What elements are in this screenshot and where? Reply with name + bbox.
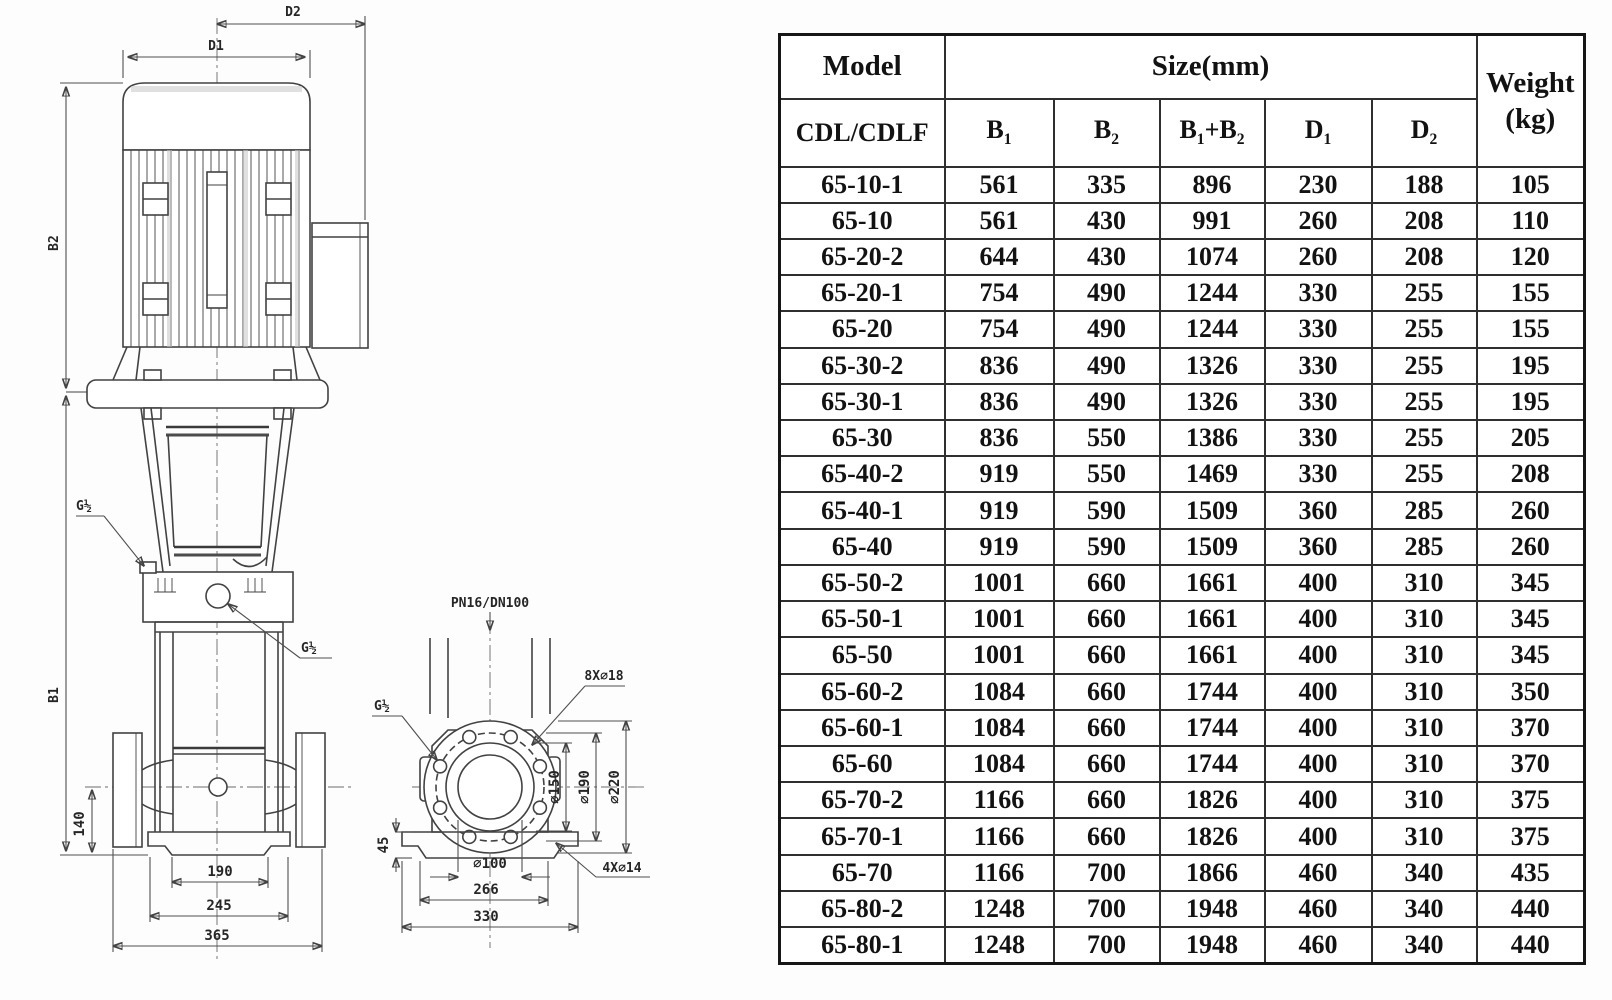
front-dim-140-label: 140 <box>72 811 88 837</box>
cell-d2: 310 <box>1372 746 1477 782</box>
front-dim-d1-label: D1 <box>208 39 224 54</box>
cell-d2: 208 <box>1372 203 1477 239</box>
cell-b1-plus-b2: 1074 <box>1160 239 1265 275</box>
cell-d1: 400 <box>1265 601 1372 637</box>
cell-b1-plus-b2: 1244 <box>1160 311 1265 347</box>
cell-b2: 490 <box>1054 384 1160 420</box>
cell-model: 65-70-2 <box>780 782 945 818</box>
cell-model: 65-40 <box>780 529 945 565</box>
cell-b2: 660 <box>1054 782 1160 818</box>
cell-d2: 340 <box>1372 927 1477 963</box>
cell-d1: 400 <box>1265 710 1372 746</box>
side-bolt-holes-label: 8X∅18 <box>584 669 624 684</box>
cell-b1: 1166 <box>945 818 1054 854</box>
cell-d2: 285 <box>1372 492 1477 528</box>
side-dim-266-label: 266 <box>473 882 499 898</box>
dimension-table-container <box>778 33 1586 965</box>
cell-model: 65-50-1 <box>780 601 945 637</box>
table-row <box>780 746 1585 782</box>
cell-b2: 490 <box>1054 348 1160 384</box>
table-row <box>780 855 1585 891</box>
cell-weight: 155 <box>1477 275 1585 311</box>
cell-b1-plus-b2: 1661 <box>1160 637 1265 673</box>
front-port-upper-label: G½ <box>76 499 92 514</box>
cell-d2: 340 <box>1372 855 1477 891</box>
table-row <box>780 384 1585 420</box>
cell-d1: 330 <box>1265 348 1372 384</box>
cell-weight: 435 <box>1477 855 1585 891</box>
cell-d1: 400 <box>1265 674 1372 710</box>
cell-weight: 375 <box>1477 818 1585 854</box>
cell-model: 65-20 <box>780 311 945 347</box>
cell-d1: 260 <box>1265 203 1372 239</box>
cell-model: 65-80-2 <box>780 891 945 927</box>
cell-b2: 550 <box>1054 456 1160 492</box>
cell-model: 65-60-2 <box>780 674 945 710</box>
cell-b1: 1001 <box>945 601 1054 637</box>
cell-d2: 310 <box>1372 601 1477 637</box>
cell-b1: 561 <box>945 203 1054 239</box>
cell-d2: 285 <box>1372 529 1477 565</box>
cell-b1: 919 <box>945 529 1054 565</box>
cell-weight: 375 <box>1477 782 1585 818</box>
cell-b2: 700 <box>1054 927 1160 963</box>
cell-b1-plus-b2: 991 <box>1160 203 1265 239</box>
cell-b2: 590 <box>1054 529 1160 565</box>
subheader-d2: $D_2$ <box>1372 99 1477 167</box>
table-row <box>780 710 1585 746</box>
cell-d1: 330 <box>1265 420 1372 456</box>
side-dia-100-label: ∅100 <box>473 856 507 872</box>
cell-weight: 370 <box>1477 746 1585 782</box>
cell-d1: 400 <box>1265 818 1372 854</box>
cell-d2: 310 <box>1372 818 1477 854</box>
cell-b2: 550 <box>1054 420 1160 456</box>
cell-b1: 836 <box>945 384 1054 420</box>
cell-b2: 335 <box>1054 167 1160 203</box>
cell-b1-plus-b2: 1866 <box>1160 855 1265 891</box>
cell-d1: 460 <box>1265 891 1372 927</box>
cell-weight: 105 <box>1477 167 1585 203</box>
table-row <box>780 348 1585 384</box>
cell-d2: 310 <box>1372 565 1477 601</box>
cell-b1-plus-b2: 1948 <box>1160 891 1265 927</box>
table-row <box>780 203 1585 239</box>
header-weight-line1: Weight <box>1485 66 1575 99</box>
cell-b2: 430 <box>1054 203 1160 239</box>
table-row <box>780 637 1585 673</box>
cell-b1-plus-b2: 1744 <box>1160 746 1265 782</box>
table-row <box>780 891 1585 927</box>
cell-b1-plus-b2: 1509 <box>1160 529 1265 565</box>
cell-d1: 260 <box>1265 239 1372 275</box>
cell-b1-plus-b2: 1326 <box>1160 384 1265 420</box>
cell-b1-plus-b2: 1948 <box>1160 927 1265 963</box>
cell-b2: 700 <box>1054 855 1160 891</box>
cell-b2: 660 <box>1054 818 1160 854</box>
table-row <box>780 275 1585 311</box>
cell-d1: 400 <box>1265 637 1372 673</box>
cell-b2: 430 <box>1054 239 1160 275</box>
cell-d1: 330 <box>1265 456 1372 492</box>
cell-d2: 310 <box>1372 637 1477 673</box>
front-dim-d2-label: D2 <box>285 5 301 20</box>
cell-model: 65-60-1 <box>780 710 945 746</box>
table-row <box>780 818 1585 854</box>
cell-model: 65-60 <box>780 746 945 782</box>
subheader-model-series: CDL/CDLF <box>780 99 945 167</box>
table-row <box>780 927 1585 963</box>
table-row <box>780 529 1585 565</box>
cell-model: 65-40-1 <box>780 492 945 528</box>
front-dim-365-label: 365 <box>204 928 230 944</box>
cell-weight: 370 <box>1477 710 1585 746</box>
cell-b2: 660 <box>1054 710 1160 746</box>
cell-d1: 460 <box>1265 927 1372 963</box>
cell-weight: 260 <box>1477 529 1585 565</box>
cell-b1-plus-b2: 1744 <box>1160 674 1265 710</box>
cell-b1: 836 <box>945 420 1054 456</box>
pump-front-view <box>47 5 368 960</box>
cell-d2: 188 <box>1372 167 1477 203</box>
cell-b1: 1001 <box>945 565 1054 601</box>
cell-b2: 490 <box>1054 311 1160 347</box>
cell-d1: 360 <box>1265 492 1372 528</box>
cell-b1: 1084 <box>945 746 1054 782</box>
cell-d2: 255 <box>1372 456 1477 492</box>
front-dim-190-label: 190 <box>207 864 233 880</box>
table-row <box>780 492 1585 528</box>
cell-model: 65-20-1 <box>780 275 945 311</box>
front-port-lower-label: G½ <box>301 641 317 656</box>
cell-b1-plus-b2: 1469 <box>1160 456 1265 492</box>
cell-b1: 754 <box>945 275 1054 311</box>
cell-d1: 400 <box>1265 782 1372 818</box>
header-weight-line2: (kg) <box>1505 102 1556 135</box>
cell-weight: 205 <box>1477 420 1585 456</box>
cell-b1: 754 <box>945 311 1054 347</box>
cell-d2: 255 <box>1372 275 1477 311</box>
cell-b2: 660 <box>1054 565 1160 601</box>
table-row <box>780 456 1585 492</box>
cell-weight: 110 <box>1477 203 1585 239</box>
cell-weight: 345 <box>1477 601 1585 637</box>
dimension-table-body <box>780 167 1585 964</box>
side-dia-150-label: ∅150 <box>547 770 563 804</box>
table-row <box>780 674 1585 710</box>
cell-model: 65-40-2 <box>780 456 945 492</box>
cell-b1-plus-b2: 1661 <box>1160 601 1265 637</box>
side-base-holes-label: 4X∅14 <box>602 861 642 876</box>
cell-model: 65-10-1 <box>780 167 945 203</box>
pump-technical-drawing <box>0 0 760 1000</box>
cell-b2: 700 <box>1054 891 1160 927</box>
cell-b1-plus-b2: 896 <box>1160 167 1265 203</box>
cell-b1: 1166 <box>945 782 1054 818</box>
cell-weight: 440 <box>1477 927 1585 963</box>
cell-d1: 400 <box>1265 565 1372 601</box>
cell-d1: 230 <box>1265 167 1372 203</box>
cell-d1: 330 <box>1265 311 1372 347</box>
cell-model: 65-20-2 <box>780 239 945 275</box>
cell-d1: 330 <box>1265 275 1372 311</box>
cell-b1-plus-b2: 1826 <box>1160 782 1265 818</box>
cell-b1: 1001 <box>945 637 1054 673</box>
table-row <box>780 565 1585 601</box>
table-row <box>780 239 1585 275</box>
front-dim-b1-label: B1 <box>47 687 62 703</box>
cell-b1-plus-b2: 1744 <box>1160 710 1265 746</box>
table-row <box>780 311 1585 347</box>
cell-model: 65-70-1 <box>780 818 945 854</box>
cell-d2: 310 <box>1372 782 1477 818</box>
cell-model: 65-10 <box>780 203 945 239</box>
cell-b1: 1248 <box>945 891 1054 927</box>
cell-d2: 255 <box>1372 348 1477 384</box>
pump-side-view <box>372 596 650 948</box>
cell-d2: 255 <box>1372 311 1477 347</box>
side-dim-45-label: 45 <box>376 836 392 854</box>
cell-b2: 590 <box>1054 492 1160 528</box>
cell-weight: 195 <box>1477 384 1585 420</box>
table-row <box>780 167 1585 203</box>
side-dia-190-label: ∅190 <box>577 770 593 804</box>
cell-b1: 561 <box>945 167 1054 203</box>
subheader-b2: $B_2$ <box>1054 99 1160 167</box>
cell-d1: 460 <box>1265 855 1372 891</box>
table-row <box>780 601 1585 637</box>
cell-b1: 919 <box>945 492 1054 528</box>
cell-model: 65-50 <box>780 637 945 673</box>
cell-weight: 345 <box>1477 637 1585 673</box>
cell-weight: 345 <box>1477 565 1585 601</box>
front-dim-b2-label: B2 <box>47 235 62 251</box>
cell-model: 65-30-1 <box>780 384 945 420</box>
header-size: Size(mm) <box>945 35 1477 99</box>
cell-b1-plus-b2: 1826 <box>1160 818 1265 854</box>
cell-d2: 340 <box>1372 891 1477 927</box>
cell-d2: 255 <box>1372 384 1477 420</box>
cell-weight: 155 <box>1477 311 1585 347</box>
cell-weight: 440 <box>1477 891 1585 927</box>
cell-b1-plus-b2: 1386 <box>1160 420 1265 456</box>
cell-b2: 660 <box>1054 674 1160 710</box>
cell-b1: 1084 <box>945 674 1054 710</box>
cell-b1: 644 <box>945 239 1054 275</box>
cell-model: 65-50-2 <box>780 565 945 601</box>
cell-b1: 1248 <box>945 927 1054 963</box>
side-dim-330-label: 330 <box>473 909 499 925</box>
cell-model: 65-70 <box>780 855 945 891</box>
cell-b1: 1166 <box>945 855 1054 891</box>
cell-b1-plus-b2: 1661 <box>1160 565 1265 601</box>
cell-b2: 660 <box>1054 746 1160 782</box>
cell-b1: 919 <box>945 456 1054 492</box>
dimension-table <box>778 33 1586 965</box>
cell-b1: 836 <box>945 348 1054 384</box>
cell-model: 65-30 <box>780 420 945 456</box>
cell-b2: 660 <box>1054 637 1160 673</box>
cell-b1: 1084 <box>945 710 1054 746</box>
cell-b2: 490 <box>1054 275 1160 311</box>
cell-weight: 208 <box>1477 456 1585 492</box>
table-row <box>780 782 1585 818</box>
header-weight <box>1477 35 1585 167</box>
cell-d1: 330 <box>1265 384 1372 420</box>
front-dim-245-label: 245 <box>206 898 232 914</box>
subheader-d1: $D_1$ <box>1265 99 1372 167</box>
cell-d2: 310 <box>1372 674 1477 710</box>
side-flange-spec-label: PN16/DN100 <box>450 596 530 611</box>
cell-weight: 120 <box>1477 239 1585 275</box>
cell-model: 65-80-1 <box>780 927 945 963</box>
side-dia-220-label: ∅220 <box>607 770 623 804</box>
cell-weight: 350 <box>1477 674 1585 710</box>
cell-weight: 195 <box>1477 348 1585 384</box>
cell-weight: 260 <box>1477 492 1585 528</box>
cell-d2: 208 <box>1372 239 1477 275</box>
cell-d2: 255 <box>1372 420 1477 456</box>
cell-d1: 360 <box>1265 529 1372 565</box>
cell-b1-plus-b2: 1509 <box>1160 492 1265 528</box>
subheader-b1: $B_1$ <box>945 99 1054 167</box>
cell-b1-plus-b2: 1326 <box>1160 348 1265 384</box>
table-row <box>780 420 1585 456</box>
header-model: Model <box>780 35 945 99</box>
cell-d1: 400 <box>1265 746 1372 782</box>
cell-model: 65-30-2 <box>780 348 945 384</box>
cell-d2: 310 <box>1372 710 1477 746</box>
subheader-b1-plus-b2: $B_1+B_2$ <box>1160 99 1265 167</box>
cell-b2: 660 <box>1054 601 1160 637</box>
side-port-label: G½ <box>374 699 390 714</box>
cell-b1-plus-b2: 1244 <box>1160 275 1265 311</box>
